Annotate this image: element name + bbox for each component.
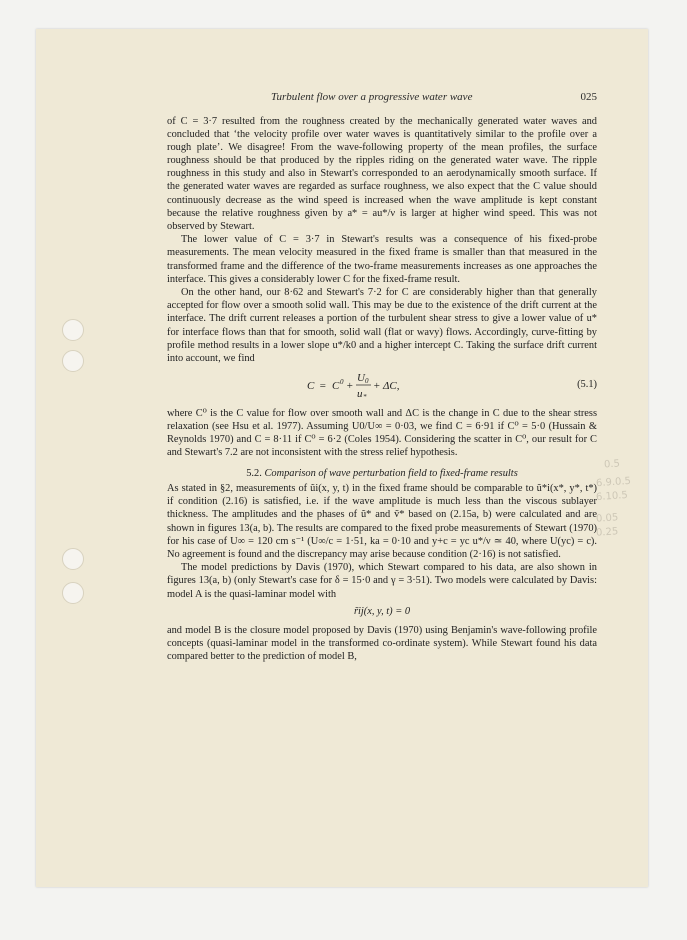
pencil-mark: 0.05	[595, 512, 619, 525]
pencil-mark: 6.10.5	[595, 489, 629, 504]
equation-5-1-expression	[307, 369, 457, 401]
svg-text:0: 0	[340, 377, 344, 386]
paragraph: where C⁰ is the C value for flow over smooth wall and ΔC is the change in C due to the shear stress relaxation (see Hsu et al. 1977). Assuming U0/U∞ = 0·03, we find C = 6·91 if C⁰ = 5·0 (Hussain & Reynolds 1970) and C = 8·11 if C⁰ = 6·2 (Coles 1954). Considering the scatter in C⁰, our result for C and Stewart's 7.2 are not inconsistent with the stress relief hypothesis.	[167, 407, 597, 459]
svg-text:C: C	[307, 379, 315, 392]
pencil-mark: 0.25	[595, 526, 619, 539]
paragraph: As stated in §2, measurements of ũi(x, y, t) in the fixed frame should be comparable to ũ*i(x*, y*, t*) if condition (2.16) is satisfied, i.e. if the wave amplitude is much less than the viscous sublayer thickness. The amplitudes and the phases of ũ* and ṽ* based on (2.15a, b) were calculated and are shown in figures 13(a, b). The results are compared to the fixed probe measurements of Stewart (1970) for his case of U∞ = 120 cm s⁻¹ (U∞/c = 1·51, ka = 0·10 and y+c = yc u*/ν ≃ 40, where U(yc) = c). No agreement is found and the discrepancy may arise because condition (2·16) is not satisfied.	[167, 483, 597, 560]
punch-hole	[62, 350, 84, 372]
body-text	[167, 115, 597, 663]
svg-text:=: =	[319, 379, 327, 392]
punch-hole	[62, 548, 84, 570]
equation-rij	[167, 605, 597, 618]
paragraph: The model predictions by Davis (1970), which Stewart compared to his data, are also shown in figures 13(a, b) (only Stewart's case for δ = 15·0 and γ = 3·51). Two models were calculated by Davis: model A is the quasi-laminar model with	[167, 562, 597, 600]
punch-hole	[62, 582, 84, 604]
equation-5-1	[167, 369, 597, 401]
svg-text:*: *	[363, 392, 367, 401]
svg-text:U: U	[357, 371, 365, 384]
paragraph: and model B is the closure model proposed by Davis (1970) using Benjamin's wave-following profile concepts (quasi-laminar model in the transformed co-ordinate system). While Stewart found his data compared better to the prediction of model B,	[167, 624, 597, 662]
section-heading	[167, 467, 597, 480]
svg-text:C: C	[332, 379, 340, 392]
equation-rij-expression: r̃ij(x, y, t) = 0	[353, 605, 411, 617]
running-title: Turbulent flow over a progressive water wave	[271, 91, 473, 103]
svg-text:0: 0	[365, 376, 369, 385]
paragraph: The lower value of C = 3·7 in Stewart's results was a consequence of his fixed-probe measurements. The mean velocity measured in the fixed frame is smaller than that measured in the transformed frame and the difference of the two-frame measurements increases as one approaches the interface. This gives a considerably lower C for the fixed-frame result.	[167, 234, 597, 285]
paragraph: of C = 3·7 resulted from the roughness created by the mechanically generated water waves and concluded that ‘the velocity profile over water waves is quantitatively similar to the profile over a rough plate’. We disagree! From the wave-following property of the mean profiles, the surface roughness should be that produced by the ripples riding on the generated water wave. The ripple roughness in this study and also in Stewart's corresponded to an aerodynamically smooth surface. If the generated water waves are regarded as surface roughness, we also expect that the C value should continuously decrease as the wind speed is increased when the wave amplitude is kept constant because the relative roughness given by a* = au*/ν is larger at higher wind speed. This was not observed by Stewart.	[167, 116, 597, 232]
punch-hole	[62, 319, 84, 341]
paragraph: On the other hand, our 8·62 and Stewart's 7·2 for C are considerably higher than that generally accepted for flow over a smooth solid wall. This may be due to the existence of the drift current at the interface. The drift current releases a portion of the turbulent shear stress to give a lower value of u* for interface flows than that for smooth, solid wall (flat or wavy) flows. Accordingly, curve-fitting by profile method results in a lower slope u*/k0 and a higher intercept C. Taking the surface drift current into account, we find	[167, 287, 597, 364]
section-title: Comparison of wave perturbation field to fixed-frame results	[264, 468, 518, 480]
pencil-mark: 6.9.0.5	[595, 475, 632, 490]
svg-text:+: +	[346, 379, 354, 392]
svg-text:+ ΔC,: + ΔC,	[373, 379, 400, 392]
svg-text:u: u	[357, 387, 363, 400]
equation-number: (5.1)	[577, 379, 597, 391]
section-number: 5.2.	[246, 468, 262, 480]
page-number: 025	[580, 91, 597, 103]
pencil-mark: 0.5	[603, 458, 621, 471]
